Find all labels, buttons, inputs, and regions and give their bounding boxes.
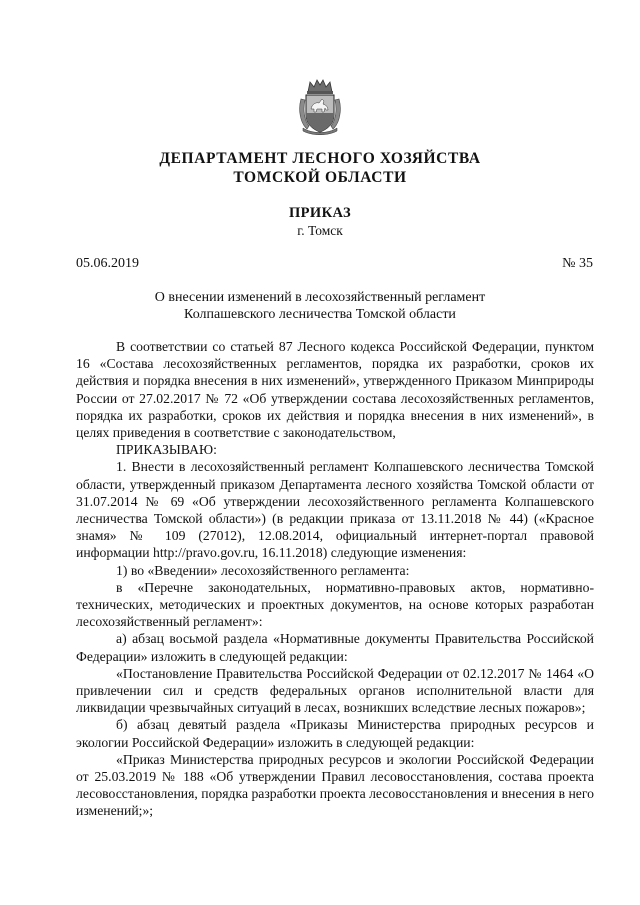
organization-name-line1: ДЕПАРТАМЕНТ ЛЕСНОГО ХОЗЯЙСТВА: [159, 150, 481, 167]
preamble-paragraph: В соответствии со статьей 87 Лесного кодекса Российской Федерации, пунктом 16 «Состава лесохозяйственных регламентов, порядка их разработки, сроков их действия и порядка внесения в них изменений», утвержденного Приказом Минприроды России от 27.02.2017 № 72 «Об утверждении состава лесохозяйственных регламентов, порядка их разработки, сроков их действия и порядка внесения в них изменений», в целях приведения в соответствие с законодательством,: [76, 339, 594, 441]
document-type: ПРИКАЗ: [288, 205, 352, 221]
subitem-a: а) абзац восьмой раздела «Нормативные документы Правительства Российской Федерации» изложить в следующей редакции:: [76, 631, 594, 664]
subitem-introduction: 1) во «Введении» лесохозяйственного регламента:: [116, 562, 410, 578]
organization-name-line2: ТОМСКОЙ ОБЛАСТИ: [233, 169, 407, 186]
document-city: г. Томск: [297, 223, 343, 238]
quoted-government-decree: «Постановление Правительства Российской Федерации от 02.12.2017 № 1464 «О привлечении сил и средств федеральных органов исполнительной власти для ликвидации чрезвычайных ситуаций в лесах, возникших вследствие лесных пожаров»;: [76, 665, 594, 716]
document-body: [76, 338, 594, 820]
order-item-1: 1. Внести в лесохозяйственный регламент Колпашевского лесничества Томской области, утвержденный приказом Департамента лесного хозяйства Томской области от 31.07.2014 № 69 «Об утверждении лесохозяйственного регламента Колпашевского лесничества Томской области») (в редакции приказа от 13.11.2018 № 44) («Красное знамя» № 109 (27012), 12.08.2014, официальный интернет-портал правовой информации http://pravo.gov.ru, 16.11.2018) следующие изменения:: [76, 459, 594, 561]
subitem-list-of-acts: в «Перечне законодательных, нормативно-правовых актов, нормативно-технических, методических и проектных документов, на основе которых разработан лесохозяйственный регламент»:: [76, 579, 594, 630]
document-number: № 35: [562, 256, 593, 271]
tomsk-region-coat-of-arms-icon: [298, 79, 342, 135]
document-date: 05.06.2019: [76, 256, 139, 271]
subitem-b: б) абзац девятый раздела «Приказы Министерства природных ресурсов и экологии Российской Федерации» изложить в следующей редакции:: [76, 717, 594, 750]
document-title-line2: Колпашевского лесничества Томской области: [184, 307, 456, 322]
quoted-ministry-order: «Приказ Министерства природных ресурсов и экологии Российской Федерации от 25.03.2019 № 188 «Об утверждении Правил лесовосстановления, состава проекта лесовосстановления, порядка разработки проекта лесовосстановления и внесения в него изменений;»;: [76, 751, 594, 819]
order-keyword: ПРИКАЗЫВАЮ:: [116, 442, 217, 458]
document-title-line1: О внесении изменений в лесохозяйственный регламент: [154, 290, 486, 305]
